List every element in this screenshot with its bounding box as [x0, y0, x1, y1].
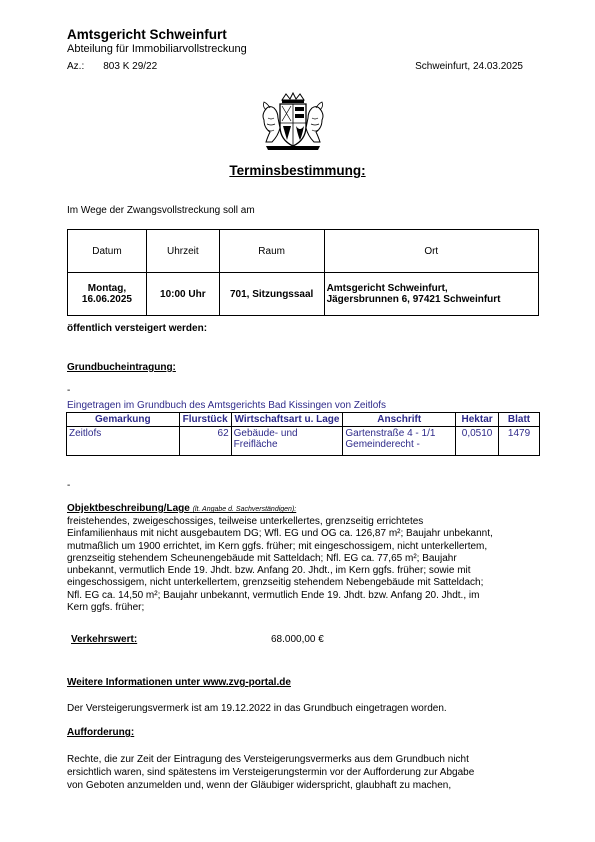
cell-flurstueck: 62	[179, 427, 231, 456]
description-line: Nfl. EG ca. 14,50 m²; Baujahr unbekannt, vermutlich Ende 19. Jhdt. bzw. Anfang 20. Jhdt., im	[67, 589, 480, 601]
section-title-grundbuch: Grundbucheintragung:	[67, 362, 176, 373]
cell-wirtschaftsart: Gebäude- und Freifläche	[231, 427, 343, 456]
description-line: freistehendes, zweigeschossiges, teilweise unterkellertes, grenzseitig errichtetes	[67, 516, 424, 527]
aufforderung-line: von Geboten anzumelden und, wenn der Gläubiger widerspricht, glaubhaft zu machen,	[67, 780, 452, 791]
intro-text: Im Wege der Zwangsvollstreckung soll am	[67, 205, 255, 216]
registration-note: Der Versteigerungsvermerk ist am 19.12.2022 in das Grundbuch eingetragen worden.	[67, 703, 447, 714]
description-line: mutmaßlich um 1900 errichtet, im Kern ggfs. früher; mit eingeschossigem, nicht unterkellertem,	[67, 540, 488, 552]
description-line: Einfamilienhaus mit nicht ausgebautem DG; Wfl. EG und OG ca. 126,87 m²; Baujahr unbekannt,	[67, 528, 493, 540]
objekt-title-note: (lt. Angabe d. Sachverständigen):	[192, 506, 297, 513]
auction-date-value: 16.06.2025	[81, 294, 132, 305]
header-cell-blatt: Blatt	[499, 413, 540, 427]
cell-anschrift: Gartenstraße 4 - 1/1 Gemeinderecht -	[343, 427, 456, 456]
separator-dash: -	[67, 480, 71, 491]
auction-date-table	[67, 229, 539, 316]
header-cell-anschrift: Anschrift	[343, 413, 456, 427]
aufforderung-line: ersichtlich waren, sind spätestens im Versteigerungstermin vor der Aufforderung zur Abgabe	[67, 767, 475, 778]
auction-time: 10:00 Uhr	[146, 273, 219, 316]
auction-weekday: Montag,	[87, 283, 127, 294]
header-cell-gemarkung: Gemarkung	[67, 413, 180, 427]
market-value-label: Verkehrswert:	[71, 634, 138, 645]
public-auction-text: öffentlich versteigert werden:	[67, 323, 208, 334]
header-cell-time: Uhrzeit	[146, 230, 219, 273]
header-cell-hektar: Hektar	[456, 413, 499, 427]
place-date: Schweinfurt, 24.03.2025	[415, 61, 523, 72]
separator-dash: -	[67, 385, 71, 396]
table-header-row	[67, 413, 540, 427]
auction-room: 701, Sitzungssaal	[219, 273, 324, 316]
header-cell-room: Raum	[219, 230, 324, 273]
coat-of-arms-icon	[258, 92, 328, 152]
court-name: Amtsgericht Schweinfurt	[67, 27, 227, 42]
cell-gemarkung: Zeitlofs	[67, 427, 180, 456]
table-header-row	[68, 230, 539, 273]
description-line: Kern ggfs. früher;	[67, 602, 145, 614]
aufforderung-text	[67, 753, 537, 792]
auction-place-line1: Amtsgericht Schweinfurt,	[326, 283, 448, 294]
aufforderung-line: Rechte, die zur Zeit der Eintragung des Versteigerungsvermerks aus dem Grundbuch nicht	[67, 754, 469, 765]
grundbuch-table	[66, 412, 540, 456]
objekt-description	[67, 516, 537, 614]
objekt-title: Objektbeschreibung/Lage	[67, 503, 190, 514]
description-line: unbekannt, vermutlich Ende 19. Jhdt. bzw. Anfang 20. Jhdt., im Kern ggfs. früher; sowie mit	[67, 565, 471, 577]
auction-date	[68, 273, 147, 316]
cell-blatt: 1479	[499, 427, 540, 456]
header-cell-wirtschaftsart: Wirtschaftsart u. Lage	[231, 413, 343, 427]
description-line: grenzseitig stehendem Scheunengebäude mit Satteldach; Nfl. EG ca. 77,65 m²; Baujahr	[67, 552, 457, 564]
info-portal-text: Weitere Informationen unter www.zvg-portal.de	[67, 677, 291, 688]
table-row	[67, 427, 540, 456]
auction-place	[324, 273, 538, 316]
grundbuch-entry-line: Eingetragen im Grundbuch des Amtsgerichts Bad Kissingen von Zeitlofs	[67, 400, 387, 411]
header-cell-date: Datum	[68, 230, 147, 273]
section-title-objekt	[67, 503, 296, 514]
auction-place-line2: Jägersbrunnen 6, 97421 Schweinfurt	[326, 294, 501, 305]
table-row	[68, 273, 539, 316]
header-cell-flurstueck: Flurstück	[179, 413, 231, 427]
file-reference-number: 803 K 29/22	[103, 61, 158, 72]
market-value: 68.000,00 €	[271, 634, 324, 645]
section-title-aufforderung: Aufforderung:	[67, 727, 135, 738]
page-title: Terminsbestimmung:	[229, 163, 366, 178]
department: Abteilung für Immobiliarvollstreckung	[67, 43, 247, 55]
description-line: eingeschossigem, nicht unterkellertem, grenzseitig stehendem Nebengebäude mit Satteldach;	[67, 577, 484, 589]
file-reference-label: Az.:	[67, 61, 85, 72]
header-cell-place: Ort	[324, 230, 538, 273]
file-reference	[67, 61, 157, 72]
cell-hektar: 0,0510	[456, 427, 499, 456]
